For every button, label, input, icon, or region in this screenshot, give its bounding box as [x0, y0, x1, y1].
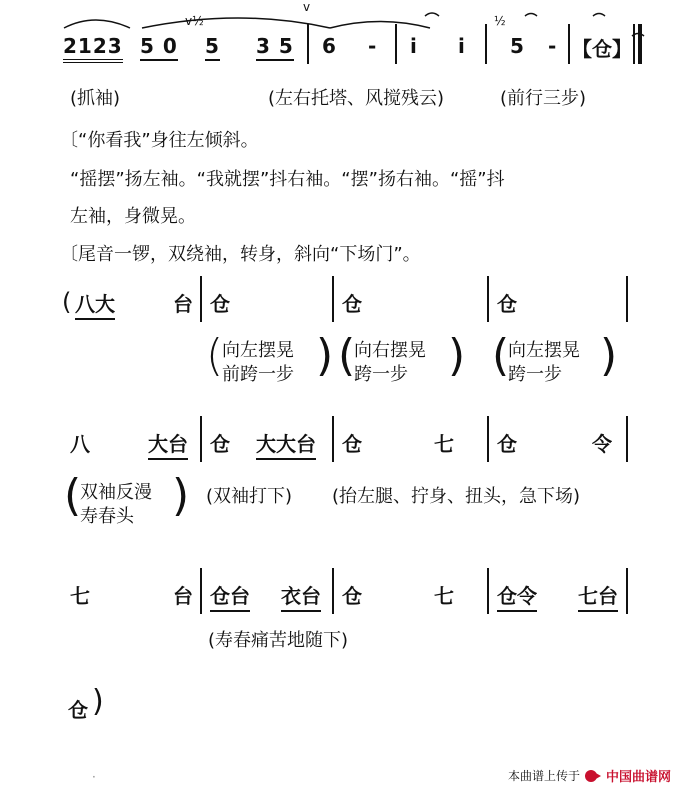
- beat-cang: 仓: [342, 584, 362, 608]
- movement-note: 向右摆晃: [354, 340, 426, 361]
- movement-note: 跨一步: [354, 364, 408, 385]
- note-6: 6: [322, 34, 337, 58]
- motion-note: (抓袖): [70, 88, 121, 109]
- barline: [626, 568, 628, 614]
- footer: [508, 766, 671, 785]
- beat-yitai: 衣台: [281, 580, 321, 612]
- direction-line: 〔“你看我”身往左倾斜。: [60, 130, 259, 151]
- barline: [307, 24, 309, 64]
- barline: [485, 24, 487, 64]
- dash: -: [368, 34, 378, 58]
- movement-note: 跨一步: [508, 364, 562, 385]
- beat-cang: 仓: [342, 432, 362, 456]
- beat-cang: 仓: [497, 292, 517, 316]
- movement-note: 向左摆晃: [508, 340, 580, 361]
- accent-mark: v: [303, 0, 311, 14]
- note-group-35: 3 5: [256, 34, 294, 61]
- barline: [568, 24, 570, 64]
- beat-ling: 令: [592, 432, 612, 456]
- beat-badatai: 八大: [75, 288, 115, 320]
- beat-cang: 仓: [210, 432, 230, 456]
- movement-note: 双袖反漫: [80, 482, 152, 503]
- site-logo-icon: [584, 769, 602, 783]
- beat-datai: 大台: [148, 428, 188, 460]
- beat-cangtai: 仓台: [210, 580, 250, 612]
- movement-note: 寿春头: [80, 506, 134, 527]
- beat-qi: 七: [70, 584, 90, 608]
- beat-tai: 台: [173, 292, 193, 316]
- barline: [487, 568, 489, 614]
- note-5: 5: [205, 34, 220, 61]
- barline: [395, 24, 397, 64]
- ending-paren: ): [92, 684, 104, 719]
- brace-close: ): [316, 330, 334, 381]
- brace-close: ): [172, 470, 190, 521]
- note-5: 5: [510, 34, 525, 58]
- movement-note: (寿春痛苦地随下): [208, 630, 349, 651]
- barline: [626, 416, 628, 462]
- motion-note: (左右托塔、风搅残云): [268, 88, 445, 109]
- ending-cang: 仓: [68, 698, 88, 722]
- beat-qi: 七: [434, 584, 454, 608]
- scan-mark: ·: [92, 770, 96, 784]
- note-i-high: i: [410, 34, 418, 58]
- note-i-high: i: [458, 34, 466, 58]
- barline: [487, 276, 489, 322]
- beat-cang: 仓: [210, 292, 230, 316]
- beat-qi: 七: [434, 432, 454, 456]
- beat-dadatai: 大大台: [256, 428, 316, 460]
- barline: [332, 416, 334, 462]
- brace-open: (: [338, 330, 356, 381]
- beat-tai: 台: [173, 584, 193, 608]
- open-paren: (: [62, 288, 72, 316]
- final-barline: [633, 24, 635, 64]
- direction-line: “摇摆”扬左袖。“我就摆”抖右袖。“摆”扬右袖。“摇”抖: [70, 169, 505, 190]
- barline: [200, 276, 202, 322]
- grace-note: v½: [185, 14, 204, 28]
- beat-ba: 八: [70, 432, 90, 456]
- motion-note: (前行三步): [500, 88, 587, 109]
- barline: [200, 568, 202, 614]
- site-brand: 中国曲谱网: [606, 770, 672, 785]
- dash: -: [548, 34, 558, 58]
- beat-cang: 仓: [497, 432, 517, 456]
- footer-text: 本曲谱上传于: [508, 769, 581, 783]
- barline: [487, 416, 489, 462]
- brace-close: ): [448, 330, 466, 381]
- cang-bracket: 【仓】: [572, 37, 632, 61]
- barline: [332, 568, 334, 614]
- grace-note: ½: [494, 14, 506, 28]
- barline: [200, 416, 202, 462]
- beat-qitai: 七台: [578, 580, 618, 612]
- beat-cang: 仓: [342, 292, 362, 316]
- movement-note: 向左摆晃: [222, 340, 294, 361]
- brace-open: (: [64, 470, 82, 521]
- final-barline-thick: [638, 24, 642, 64]
- barline: [332, 276, 334, 322]
- direction-line: 左袖，身微晃。: [70, 206, 196, 227]
- movement-note: (双袖打下): [206, 486, 293, 507]
- note-group-50: 5 0: [140, 34, 178, 61]
- brace-open: (: [492, 330, 510, 381]
- brace-open: (: [206, 330, 224, 381]
- movement-note: (抬左腿、拧身、扭头，急下场): [332, 486, 581, 507]
- beat-cangling: 仓令: [497, 580, 537, 612]
- note-group-2123: 2123: [63, 34, 123, 63]
- brace-close: ): [600, 330, 618, 381]
- direction-line: 〔尾音一锣，双绕袖，转身，斜向“下场门”。: [60, 244, 421, 265]
- movement-note: 前跨一步: [222, 364, 294, 385]
- barline: [626, 276, 628, 322]
